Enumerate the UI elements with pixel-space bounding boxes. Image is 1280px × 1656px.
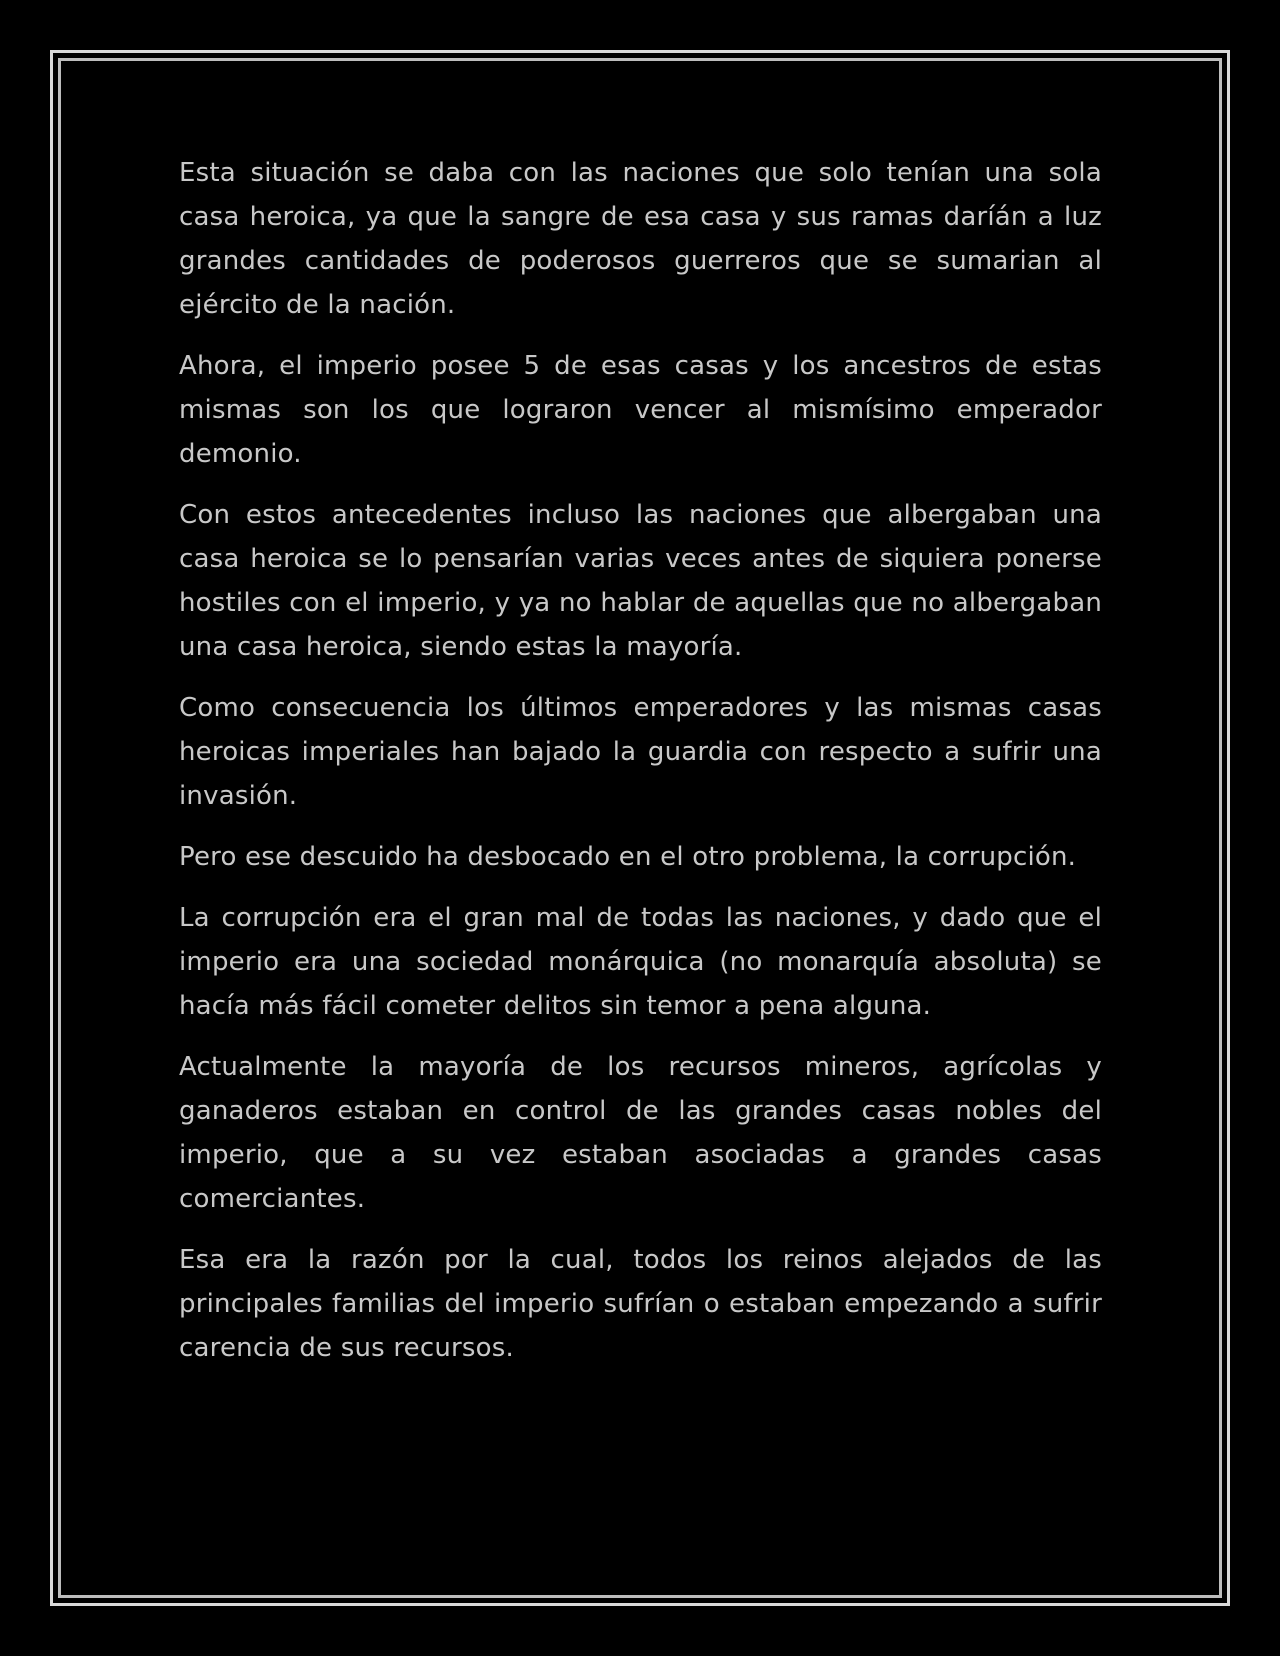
paragraph-7: Actualmente la mayoría de los recursos mineros, agrícolas y ganaderos estaban en control de las grandes casas nobles del imperio, que a su vez estaban asociadas a grandes casas comerciantes. <box>179 1052 1102 1214</box>
paragraph-1: Esta situación se daba con las naciones que solo tenían una sola casa heroica, ya que la sangre de esa casa y sus ramas daríán a luz grandes cantidades de poderosos guerreros que se sumarian al ejército de la nación. <box>179 158 1102 320</box>
paragraph-8: Esa era la razón por la cual, todos los reinos alejados de las principales familias del imperio sufrían o estaban empezando a sufrir carencia de sus recursos. <box>179 1245 1102 1363</box>
page-border-inner <box>58 58 1222 1598</box>
paragraph-2: Ahora, el imperio posee 5 de esas casas y los ancestros de estas mismas son los que lograron vencer al mismísimo emperador demonio. <box>179 351 1102 469</box>
paragraph-3: Con estos antecedentes incluso las naciones que albergaban una casa heroica se lo pensarían varias veces antes de siquiera ponerse hostiles con el imperio, y ya no hablar de aquellas que no albergaban una casa heroica, siendo estas la mayoría. <box>179 500 1102 662</box>
page-border-outer <box>50 50 1230 1606</box>
paragraph-6: La corrupción era el gran mal de todas las naciones, y dado que el imperio era una sociedad monárquica (no monarquía absoluta) se hacía más fácil cometer delitos sin temor a pena alguna. <box>179 903 1102 1021</box>
paragraph-4: Como consecuencia los últimos emperadores y las mismas casas heroicas imperiales han bajado la guardia con respecto a sufrir una invasión. <box>179 693 1102 811</box>
paragraph-5: Pero ese descuido ha desbocado en el otro problema, la corrupción. <box>179 842 1077 872</box>
text-content <box>179 151 1102 1387</box>
